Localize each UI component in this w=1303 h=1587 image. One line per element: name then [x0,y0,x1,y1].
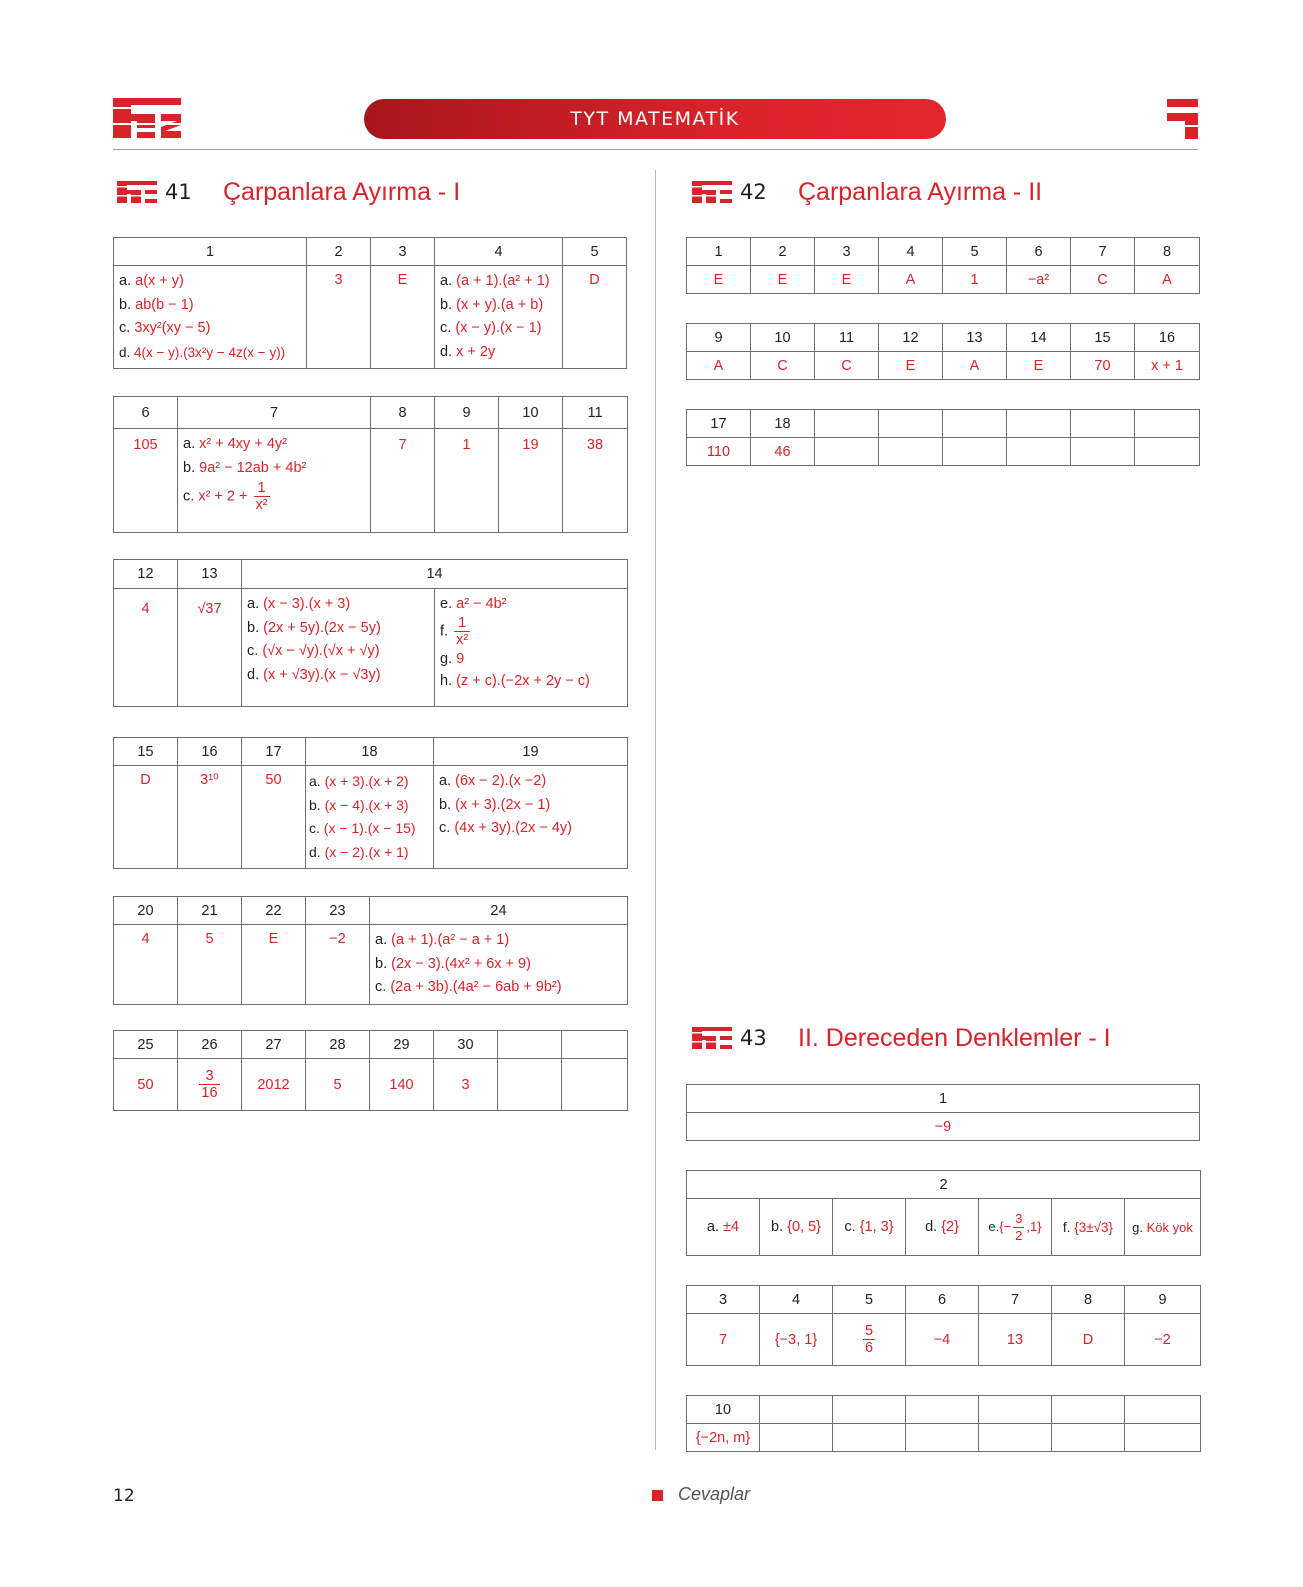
footer-square-icon [652,1490,663,1501]
q-number: 1 [687,238,751,266]
item-label: d. [247,666,260,683]
answer: (x + y).(a + b) [456,296,544,313]
answer-table-41-4 [113,737,628,869]
answer: 9 [456,651,465,667]
faz-mini-logo [692,1027,732,1049]
q-number: 4 [435,238,563,266]
item-label: c. [247,643,259,659]
answer: √37 [178,589,242,707]
faz-mini-logo [117,181,157,203]
answer: (x − 2).(x + 1) [324,843,409,860]
item-label: c. [440,320,452,336]
answer: 1 [435,429,499,533]
item-label: h. [440,673,453,689]
answer-table-42-1 [686,237,1200,294]
answer: {− [999,1218,1012,1234]
q-number: 10 [499,397,563,429]
q-number: 17 [687,410,751,438]
answer: 3 [307,266,371,369]
answer: (x − 1).(x − 15) [323,820,416,836]
q-number: 15 [1071,324,1135,352]
corner-logo-mark [1167,99,1198,139]
answer-table-41-1 [113,237,627,369]
denominator: 16 [201,1085,218,1101]
empty-cell [979,1424,1052,1452]
q-number: 11 [563,397,628,429]
answer: A [943,352,1007,380]
q-number: 7 [1071,238,1135,266]
empty-cell [1135,438,1200,466]
answer: 50 [114,1059,178,1111]
numerator: 5 [864,1323,874,1339]
answer: 3¹⁰ [178,766,242,869]
item-label: d. [925,1219,938,1235]
q-number: 18 [751,410,815,438]
q-number: 5 [563,238,627,266]
answer: {3±√3} [1074,1219,1114,1235]
answer: 2012 [242,1059,306,1111]
q-number: 2 [307,238,371,266]
answer-item [1125,1199,1201,1256]
q-number: 6 [114,397,178,429]
answer: ±4 [723,1219,740,1235]
item-label: c. [183,488,195,505]
item-label: a. [375,932,388,948]
q-number: 26 [178,1031,242,1059]
faz-mini-logo [692,181,732,203]
empty-cell [760,1424,833,1452]
answer-list [434,766,627,845]
q-number: 2 [751,238,815,266]
empty-cell [1071,438,1135,466]
empty-cell [562,1031,628,1059]
answer: (x − 3).(x + 3) [263,596,351,612]
empty-cell [1052,1424,1125,1452]
section-title: II. Dereceden Denklemler - I [798,1023,1111,1052]
answer: {0, 5} [787,1219,821,1235]
answer: 7 [687,1314,760,1366]
denominator: x² [456,632,469,648]
empty-cell [1007,410,1071,438]
q-number: 4 [760,1286,833,1314]
empty-cell [498,1059,562,1111]
item-label: a. [706,1219,720,1235]
answer-fraction-cell [833,1314,906,1366]
answer: {−2n, m} [687,1424,760,1452]
page-number: 12 [113,1486,135,1506]
answer: (a + 1).(a² − a + 1) [391,932,510,948]
answer: ab(b − 1) [135,296,194,313]
empty-cell [1125,1396,1201,1424]
answer-item [979,1199,1052,1256]
answer: A [879,266,943,294]
empty-cell [979,1396,1052,1424]
item-label: a. [439,773,452,789]
empty-cell [943,438,1007,466]
answer: 3 [434,1059,498,1111]
answer: C [751,352,815,380]
q-number: 2 [687,1171,1201,1199]
answer: x + 2y [456,343,496,360]
denominator: x² [255,497,268,513]
q-number: 5 [943,238,1007,266]
empty-cell [906,1396,979,1424]
q-number: 3 [815,238,879,266]
item-label: b. [439,796,452,813]
answer: (x + 3).(x + 2) [324,773,409,789]
fraction [254,480,270,513]
section-number: 43 [740,1026,767,1050]
fraction [199,1068,219,1101]
numerator: 1 [454,615,470,632]
q-number: 10 [687,1396,760,1424]
answer: (6x − 2).(x −2) [455,773,547,789]
q-number: 6 [1007,238,1071,266]
answer: x + 1 [1135,352,1200,380]
answer-table-43-3 [686,1285,1201,1366]
q-number: 12 [114,560,178,589]
answer: D [1052,1314,1125,1366]
answer: E [751,266,815,294]
section-42-heading [692,172,1042,212]
answer-list [370,925,627,1004]
empty-cell [815,410,879,438]
item-label: a. [440,273,453,289]
q-number: 8 [1135,238,1200,266]
answer: 38 [563,429,628,533]
answer: E [371,266,435,369]
q-number: 9 [435,397,499,429]
section-number: 42 [740,180,767,204]
answer: 5 [178,925,242,1005]
q-number: 9 [687,324,751,352]
item-label: b. [771,1219,784,1235]
empty-cell [1125,1424,1201,1452]
q-number: 1 [687,1085,1200,1113]
answer: 140 [370,1059,434,1111]
q-number: 9 [1125,1286,1201,1314]
answer-table-41-6 [113,1030,628,1111]
answer: a(x + y) [135,273,184,289]
item-label: e. [440,596,453,612]
item-label: a. [119,273,132,289]
item-label: c. [439,820,451,836]
section-title: Çarpanlara Ayırma - I [223,177,461,206]
banner-title: TYT MATEMATİK [364,99,946,139]
empty-cell [498,1031,562,1059]
item-label: a. [309,773,321,789]
item-label: a. [247,596,260,612]
answer-table-42-2 [686,323,1200,380]
answer: −2 [1125,1314,1201,1366]
q-number: 8 [1052,1286,1125,1314]
item-label: d. [309,843,321,860]
item-label: c. [375,979,387,995]
answer-table-41-2 [113,396,628,533]
q-number: 12 [879,324,943,352]
empty-cell [1052,1396,1125,1424]
item-label: d. [440,343,453,360]
q-number: 29 [370,1031,434,1059]
fraction [863,1323,875,1356]
empty-cell [879,410,943,438]
empty-cell [760,1396,833,1424]
item-label: b. [183,459,196,476]
answer-item [1052,1199,1125,1256]
q-number: 14 [1007,324,1071,352]
answer: D [563,266,627,369]
item-label: a. [183,436,196,452]
q-number: 23 [306,897,370,925]
empty-cell [1071,410,1135,438]
denominator: 2 [1015,1227,1023,1243]
answer: E [1007,352,1071,380]
answer: 19 [499,429,563,533]
answer-list [242,589,434,691]
item-label: b. [247,619,260,636]
q-number: 22 [242,897,306,925]
item-label: c. [119,320,131,336]
q-number: 19 [434,738,628,766]
q-number: 30 [434,1031,498,1059]
q-number: 4 [879,238,943,266]
q-number: 5 [833,1286,906,1314]
answer: a² − 4b² [456,596,507,612]
faz-logo [113,98,181,138]
answer: (4x + 3y).(2x − 4y) [454,820,572,836]
item-label: c. [844,1219,856,1235]
answer-list [435,589,627,696]
section-title: Çarpanlara Ayırma - II [798,177,1043,206]
answer: 4(x − y).(3x²y − 4z(x − y)) [134,344,286,360]
q-number: 21 [178,897,242,925]
answer: x² + 2 + [198,488,248,505]
header-rule [113,149,1198,150]
answer-table-43-2 [686,1170,1201,1256]
numerator: 1 [254,480,270,497]
answer-list [178,429,370,517]
fraction [454,615,470,648]
answer: E [242,925,306,1005]
answer: (x − 4).(x + 3) [324,796,409,813]
answer-table-43-1 [686,1084,1200,1141]
answer: (x + 3).(2x − 1) [455,796,551,813]
q-number: 15 [114,738,178,766]
answer: E [687,266,751,294]
item-label: b. [440,296,453,313]
answer: 46 [751,438,815,466]
empty-cell [879,438,943,466]
q-number: 3 [687,1286,760,1314]
q-number: 25 [114,1031,178,1059]
empty-cell [562,1059,628,1111]
item-label: b. [375,955,388,972]
answer: 13 [979,1314,1052,1366]
answer: (a + 1).(a² + 1) [456,273,550,289]
answer: (√x − √y).(√x + √y) [262,643,380,659]
item-label: b. [119,296,132,313]
answer-item [906,1199,979,1256]
section-number: 41 [165,180,192,204]
answer: ,1} [1026,1218,1042,1234]
q-number: 11 [815,324,879,352]
empty-cell [833,1396,906,1424]
answer: (z + c).(−2x + 2y − c) [456,673,590,689]
answer: 4 [114,925,178,1005]
section-43-heading [692,1018,1111,1058]
q-number: 7 [178,397,371,429]
empty-cell [1007,438,1071,466]
answer: (2x + 5y).(2x − 5y) [263,619,381,636]
answer: {−3, 1} [760,1314,833,1366]
answer: (x − y).(x − 1) [455,320,542,336]
q-number: 13 [178,560,242,589]
q-number: 8 [371,397,435,429]
answer-table-42-3 [686,409,1200,466]
answer: A [687,352,751,380]
q-number: 16 [1135,324,1200,352]
item-label: b. [309,796,321,813]
answer-table-41-5 [113,896,628,1005]
answer: 110 [687,438,751,466]
answer: x² + 4xy + 4y² [199,436,287,452]
answer: 3xy²(xy − 5) [134,320,211,336]
numerator: 3 [199,1068,219,1085]
q-number: 18 [306,738,434,766]
answer: 105 [114,429,178,533]
q-number: 7 [979,1286,1052,1314]
q-number: 10 [751,324,815,352]
footer-label: Cevaplar [678,1484,751,1504]
empty-cell [833,1424,906,1452]
answer-item [687,1199,760,1256]
answer: 50 [242,766,306,869]
item-label: f. [1062,1219,1071,1235]
q-number: 6 [906,1286,979,1314]
item-label: f. [440,623,449,640]
empty-cell [906,1424,979,1452]
numerator: 3 [1015,1210,1023,1226]
answer: E [879,352,943,380]
answer-list [114,266,306,368]
answer: (2a + 3b).(4a² − 6ab + 9b²) [390,979,562,995]
item-label: c. [309,820,320,836]
answer: 5 [306,1059,370,1111]
item-label: g. [440,651,453,667]
q-number: 16 [178,738,242,766]
answer: A [1135,266,1200,294]
empty-cell [1135,410,1200,438]
q-number: 1 [114,238,307,266]
answer-item [760,1199,833,1256]
answer: E [815,266,879,294]
answer: C [1071,266,1135,294]
empty-cell [943,410,1007,438]
item-label: g. [1132,1219,1143,1235]
answer-list [435,266,562,368]
q-number: 27 [242,1031,306,1059]
answer: Kök yok [1146,1219,1193,1235]
q-number: 3 [371,238,435,266]
q-number: 14 [242,560,628,589]
q-number: 20 [114,897,178,925]
answer: 9a² − 12ab + 4b² [199,459,307,476]
answer: 1 [943,266,1007,294]
answer: 7 [371,429,435,533]
answer-table-43-4 [686,1395,1201,1452]
answer: {1, 3} [859,1219,894,1235]
answer: 70 [1071,352,1135,380]
denominator: 6 [864,1340,874,1356]
q-number: 13 [943,324,1007,352]
column-divider [655,170,656,1450]
q-number: 28 [306,1031,370,1059]
answer: (x + √3y).(x − √3y) [263,666,381,683]
q-number: 17 [242,738,306,766]
answer-fraction-cell [178,1059,242,1111]
section-41-heading [117,172,460,212]
answer: 4 [114,589,178,707]
answer: −a² [1007,266,1071,294]
answer: −2 [306,925,370,1005]
answer-list [306,766,433,868]
item-label: d. [119,344,131,360]
answer-table-41-3 [113,559,628,707]
q-number: 24 [370,897,628,925]
answer: −9 [687,1113,1200,1141]
item-label: e. [988,1218,1000,1234]
answer: {2} [941,1219,959,1235]
answer-item [833,1199,906,1256]
answer: (2x − 3).(4x² + 6x + 9) [391,955,531,972]
answer: C [815,352,879,380]
answer: D [114,766,178,869]
empty-cell [815,438,879,466]
fraction [1013,1211,1024,1244]
answer: −4 [906,1314,979,1366]
